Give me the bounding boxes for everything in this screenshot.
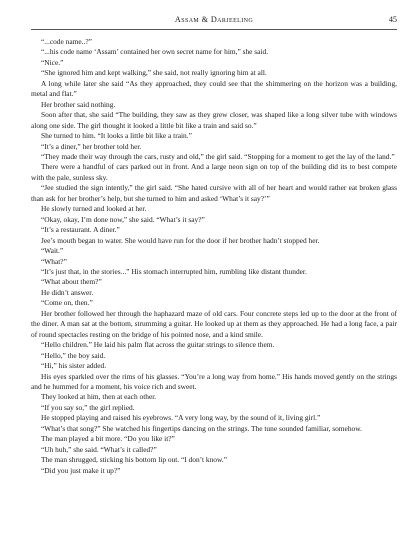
paragraph: They looked at him, then at each other.	[41, 392, 157, 402]
paragraph: He didn’t answer.	[41, 287, 94, 297]
paragraph: “Uh huh,” she said. “What’s it called?”	[41, 444, 157, 454]
paragraph: “Come on, then.”	[41, 298, 93, 308]
paragraph: “What?”	[41, 256, 67, 266]
paragraph: “They made their way through the cars, rusty and old,” the girl said. “Stopping for a moment to get the lay of the land.”	[41, 151, 395, 161]
paragraph: The man played a bit more. “Do you like it?”	[41, 434, 175, 444]
paragraph: “It’s a restaurant. A diner.”	[41, 225, 120, 235]
paragraph: Her brother said nothing.	[41, 99, 116, 109]
body-text	[31, 37, 397, 476]
paragraph: A long while later she said “As they approached, they could see that the shimmering on the horizon was a building, metal and flat.”	[31, 78, 397, 99]
paragraph: “Okay, okay, I’m done now,” she said. “What’s it say?”	[41, 214, 205, 224]
paragraph: “It’s just that, in the stories...” His stomach interrupted him, rumbling like distant thunder.	[41, 266, 307, 276]
paragraph: He stopped playing and raised his eyebrows. “A very long way, by the sound of it, living girl.”	[41, 413, 321, 423]
paragraph: “If you say so,” the girl replied.	[41, 402, 135, 412]
paragraph: He slowly turned and looked at her.	[41, 204, 147, 214]
paragraph: “Hello,” the boy said.	[41, 350, 106, 360]
paragraph: “She ignored him and kept walking,” she said, not really ignoring him at all.	[41, 68, 267, 78]
paragraph: “It’s a diner,” her brother told her.	[41, 141, 142, 151]
paragraph: There were a handful of cars parked out in front. And a large neon sign on top of the building did its to best compete with the pale, sunless sky.	[31, 162, 397, 182]
running-title: Assam & Darjeeling	[174, 15, 254, 24]
running-head	[31, 13, 397, 27]
paragraph: The man shrugged, sticking his bottom lip out. “I don’t know.”	[41, 455, 227, 465]
paragraph: “...his code name ‘Assam’ contained her own secret name for him,” she said.	[41, 47, 269, 57]
paragraph: “Hi,” his sister added.	[41, 361, 107, 371]
paragraph: “Jee studied the sign intently,” the girl said. “She hated cursive with all of her heart and would rather eat broken glass than ask for her brother’s help, but she turned to him and asked ‘What’s it say?’”	[31, 183, 397, 203]
page-number: 45	[388, 15, 397, 24]
header-rule	[31, 29, 397, 30]
paragraph: Jee’s mouth began to water. She would have run for the door if her brother hadn’t stopped her.	[41, 235, 320, 245]
paragraph: “Nice.”	[41, 57, 64, 67]
paragraph: “What about them?”	[41, 277, 102, 287]
paragraph: “Did you just make it up?”	[41, 465, 121, 475]
paragraph: “What’s that song?” She watched his fingertips dancing on the strings. The tune sounded familiar, somehow.	[41, 423, 362, 433]
paragraph: “...code name..?”	[41, 37, 92, 46]
paragraph: Her brother followed her through the haphazard maze of old cars. Four concrete steps led up to the door at the front of the diner. A man sat at the bottom, strumming a guitar. He looked up at them as they approached. He had a long face, a pair of round spectacles resting on the bridge of his pointed nose, and a kind smile.	[31, 308, 397, 339]
paragraph: She turned to him. “It looks a little bit like a train.”	[41, 131, 192, 141]
paragraph: Soon after that, she said “The building, they saw as they grew closer, was shaped like a long silver tube with windows along one side. The girl thought it looked a little bit like a train and said so.”	[31, 110, 397, 130]
paragraph: “Wait.”	[41, 246, 64, 256]
paragraph: His eyes sparkled over the rims of his glasses. “You’re a long way from home.” His hands moved gently on the strings and he hummed for a moment, his voice rich and sweet.	[31, 371, 397, 391]
paragraph: “Hello children.” He laid his palm flat across the guitar strings to silence them.	[41, 340, 275, 350]
